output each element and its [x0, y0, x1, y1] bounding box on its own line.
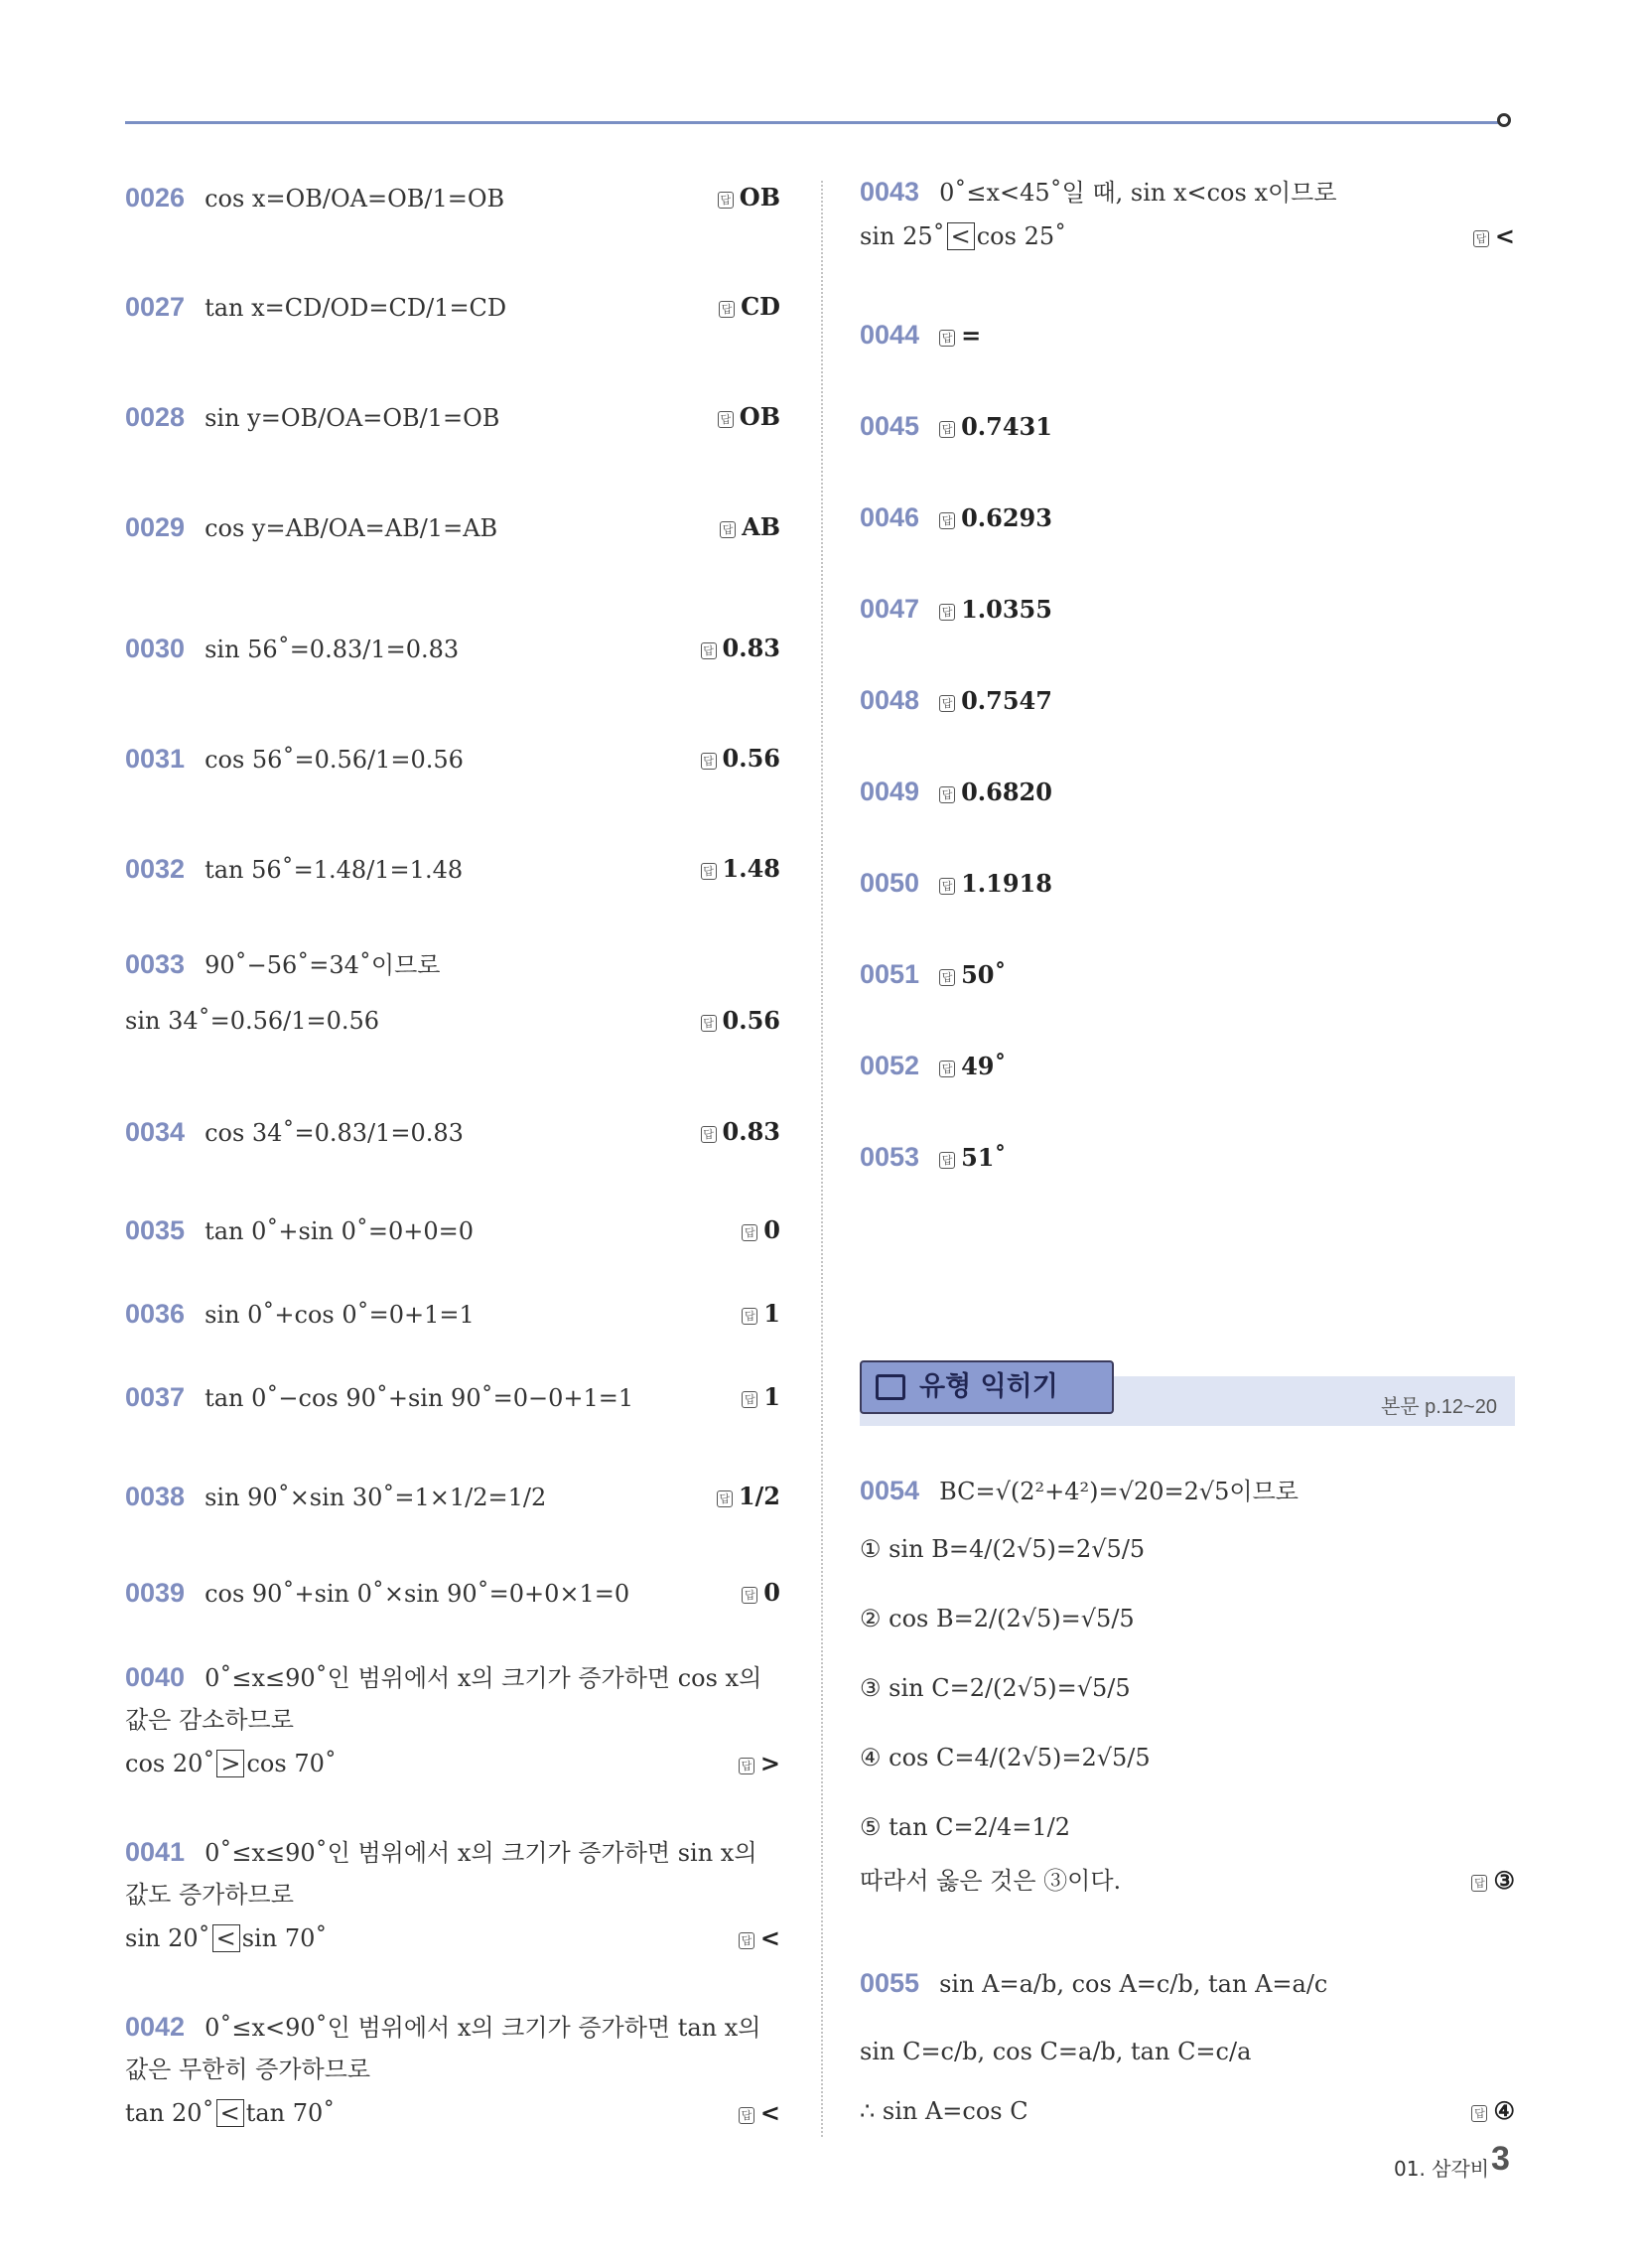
- answer-value: 0.83: [722, 1117, 780, 1146]
- answer: [720, 510, 780, 544]
- problem-first-line: [125, 947, 780, 982]
- answer-icon: 답: [939, 786, 955, 803]
- answer: [939, 869, 1052, 898]
- problem-line: [860, 219, 1515, 253]
- answer-icon: 답: [939, 330, 955, 347]
- problem-first-line: [125, 1380, 780, 1415]
- problem-0037: [125, 1380, 780, 1415]
- answer: [742, 1380, 780, 1414]
- compare-left: tan 20˚: [125, 2099, 214, 2127]
- answer-icon: 답: [739, 1758, 754, 1774]
- answer-value: 1: [763, 1299, 780, 1328]
- problem-body: sin 90˚×sin 30˚=1×1/2=1/2: [205, 1484, 547, 1511]
- answer-icon: 답: [939, 695, 955, 712]
- answer-value: ③: [1493, 1866, 1515, 1895]
- problem-line-text: sin 34˚=0.56/1=0.56: [125, 1007, 380, 1035]
- answer-icon: 답: [742, 1391, 757, 1408]
- answer-value: 0: [763, 1215, 780, 1244]
- answer: [739, 1747, 780, 1780]
- answer-icon: 답: [701, 753, 717, 770]
- problem-body: tan x=CD/OD=CD/1=CD: [205, 294, 507, 322]
- answer: [739, 1921, 780, 1955]
- answer-value: 0.56: [722, 744, 780, 773]
- answer: [1471, 1864, 1515, 1898]
- answer-icon: 답: [939, 604, 955, 621]
- answer: [939, 1143, 1006, 1172]
- problem-first-line: [125, 1835, 780, 1870]
- problem-first-line: [860, 1049, 1515, 1083]
- answer-icon: 답: [701, 1126, 717, 1143]
- answer: [1473, 219, 1515, 253]
- problem-0039: [125, 1576, 780, 1611]
- top-rule: [125, 121, 1507, 124]
- answer-value: =: [961, 321, 982, 350]
- conclusion-line: [860, 2094, 1515, 2128]
- problem-number: 0035: [125, 1215, 186, 1245]
- problem-number: 0048: [860, 685, 920, 715]
- answer-icon: 답: [939, 1152, 955, 1169]
- problem-0034: [125, 1115, 780, 1150]
- problem-body: 0˚≤x≤90˚인 범위에서 x의 크기가 증가하면 sin x의: [205, 1839, 757, 1867]
- problem-body: 0˚≤x<45˚일 때, sin x<cos x이므로: [939, 179, 1337, 207]
- problem-0052: [860, 1049, 1515, 1083]
- answer-icon: 답: [701, 642, 717, 659]
- problem-head: BC=√(2²+4²)=√20=2√5이므로: [939, 1478, 1299, 1505]
- problem-number: 0039: [125, 1578, 186, 1608]
- problem-body: cos x=OB/OA=OB/1=OB: [205, 185, 505, 213]
- problem-number: 0033: [125, 949, 186, 979]
- problem-0054: [860, 1474, 1515, 1898]
- conclusion-text: 따라서 옳은 것은 ③이다.: [860, 1867, 1122, 1895]
- answer: [701, 852, 780, 886]
- answer-value: <: [1494, 221, 1515, 250]
- problem-0029: [125, 510, 780, 545]
- compare-right: tan 70˚: [245, 2099, 336, 2127]
- problem-number: 0044: [860, 320, 920, 350]
- problem-body: tan 0˚+sin 0˚=0+0=0: [205, 1217, 474, 1245]
- problem-first-line: [860, 775, 1515, 809]
- answer: [939, 412, 1052, 441]
- column-divider: [821, 181, 823, 2137]
- answer-icon: 답: [720, 521, 736, 538]
- answer: [717, 1480, 780, 1513]
- answer-icon: 답: [939, 512, 955, 529]
- answer: [701, 1004, 780, 1038]
- answer: [742, 1297, 780, 1331]
- option-line: ⑤ tan C=2/4=1/2: [860, 1813, 1071, 1841]
- problem-0043: [860, 175, 1515, 253]
- problem-line: sin A=a/b, cos A=c/b, tan A=a/c: [939, 1970, 1328, 1998]
- problem-number: 0026: [125, 183, 186, 213]
- problem-0030: [125, 632, 780, 666]
- problem-number: 0043: [860, 177, 920, 207]
- answer: [718, 400, 780, 434]
- answer: [939, 503, 1052, 532]
- compare-left: sin 20˚: [125, 1924, 210, 1952]
- problem-number: 0054: [860, 1476, 920, 1505]
- problem-0051: [860, 957, 1515, 992]
- problem-0036: [125, 1297, 780, 1332]
- problem-line: [125, 1921, 780, 1955]
- problem-number: 0045: [860, 411, 920, 441]
- problem-first-line: [860, 866, 1515, 901]
- problem-body: cos 56˚=0.56/1=0.56: [205, 746, 464, 774]
- conclusion-text: ∴ sin A=cos C: [860, 2097, 1028, 2125]
- problem-first-line: [125, 852, 780, 887]
- problem-0031: [125, 742, 780, 777]
- compare-box: <: [212, 1924, 240, 1952]
- compare-right: cos 25˚: [976, 222, 1067, 250]
- answer-value: 0.7547: [961, 686, 1052, 715]
- problem-0035: [125, 1213, 780, 1248]
- answer-icon: 답: [742, 1587, 757, 1604]
- problem-first-line: [860, 175, 1515, 210]
- answer: [701, 742, 780, 776]
- answer: [742, 1213, 780, 1247]
- problem-first-line: [125, 1480, 780, 1514]
- footer-section-title: 01. 삼각비: [1394, 2157, 1490, 2181]
- problem-body: 0˚≤x≤90˚인 범위에서 x의 크기가 증가하면 cos x의: [205, 1664, 762, 1692]
- problem-line: 값은 무한히 증가하므로: [125, 2055, 371, 2083]
- problem-first-line: [125, 1660, 780, 1695]
- option-line: ④ cos C=4/(2√5)=2√5/5: [860, 1744, 1151, 1772]
- answer-icon: 답: [939, 969, 955, 986]
- problem-0053: [860, 1140, 1515, 1175]
- top-rule-dot: [1497, 113, 1511, 127]
- problem-number: 0034: [125, 1117, 186, 1147]
- answer: [718, 181, 780, 214]
- compare-right: cos 70˚: [246, 1750, 337, 1777]
- problem-first-line: [860, 318, 1515, 353]
- problem-number: 0031: [125, 744, 186, 774]
- answer-value: ④: [1493, 2096, 1515, 2125]
- answer-icon: 답: [939, 421, 955, 438]
- problem-number: 0036: [125, 1299, 186, 1329]
- problem-0027: [125, 290, 780, 325]
- problem-number: 0052: [860, 1051, 920, 1080]
- problem-0033: [125, 947, 780, 1038]
- answer-value: 0.6293: [961, 503, 1052, 532]
- problem-number: 0047: [860, 594, 920, 624]
- answer-icon: 답: [1473, 230, 1489, 247]
- answer-value: 50˚: [961, 960, 1007, 989]
- answer-value: 0.83: [722, 634, 780, 662]
- problem-first-line: [860, 409, 1515, 444]
- problem-0055: [860, 1966, 1515, 2128]
- problem-first-line: [860, 1140, 1515, 1175]
- problem-number: 0055: [860, 1968, 920, 1998]
- problem-0040: [125, 1660, 780, 1780]
- problem-0032: [125, 852, 780, 887]
- section-tag: [860, 1360, 1114, 1414]
- problem-line: [125, 1747, 780, 1780]
- answer-icon: 답: [701, 1015, 717, 1032]
- problem-0046: [860, 500, 1515, 535]
- problem-0048: [860, 683, 1515, 718]
- problem-body: 0˚≤x<90˚인 범위에서 x의 크기가 증가하면 tan x의: [205, 2014, 761, 2042]
- problem-body: sin y=OB/OA=OB/1=OB: [205, 404, 500, 432]
- problem-number: 0040: [125, 1662, 186, 1692]
- answer: [1471, 2094, 1515, 2128]
- problem-line: [125, 2096, 780, 2130]
- answer-icon: 답: [718, 411, 734, 428]
- problem-0041: [125, 1835, 780, 1955]
- problem-number: 0030: [125, 634, 186, 663]
- problem-body: cos 34˚=0.83/1=0.83: [205, 1119, 464, 1147]
- answer-icon: 답: [1471, 2105, 1487, 2122]
- problem-first-line: [125, 400, 780, 435]
- problem-0049: [860, 775, 1515, 809]
- problem-first-line: [860, 683, 1515, 718]
- section-tag-label: 유형 익히기: [919, 1371, 1058, 1402]
- answer: [719, 290, 780, 324]
- problem-first-line: [125, 1213, 780, 1248]
- problem-number: 0037: [125, 1382, 186, 1412]
- compare-box: >: [216, 1750, 244, 1777]
- problem-number: 0049: [860, 777, 920, 806]
- answer-value: 1.48: [722, 854, 780, 883]
- problem-0026: [125, 181, 780, 215]
- compare-box: <: [947, 222, 975, 250]
- problem-0028: [125, 400, 780, 435]
- answer-value: 1: [763, 1382, 780, 1411]
- answer-icon: 답: [717, 1490, 733, 1507]
- answer-icon: 답: [1471, 1875, 1487, 1892]
- problem-line: [125, 1004, 780, 1038]
- problem-body: sin 56˚=0.83/1=0.83: [205, 636, 460, 663]
- conclusion-line: [860, 1864, 1515, 1898]
- answer: [742, 1576, 780, 1610]
- problem-line: 값은 감소하므로: [125, 1706, 294, 1734]
- problem-0045: [860, 409, 1515, 444]
- problem-first-line: [125, 632, 780, 666]
- answer-value: 51˚: [961, 1143, 1007, 1172]
- compare-box: <: [216, 2099, 244, 2127]
- problem-number: 0029: [125, 512, 186, 542]
- problem-first-line: [125, 181, 780, 215]
- answer-value: 1.0355: [961, 595, 1052, 624]
- problem-number: 0032: [125, 854, 186, 884]
- problem-first-line: [125, 2010, 780, 2045]
- answer: [939, 960, 1006, 989]
- answer-value: 0.6820: [961, 778, 1052, 806]
- section-banner: [860, 1360, 1515, 1420]
- answer-value: CD: [741, 292, 780, 321]
- problem-first-line: [860, 592, 1515, 627]
- answer-value: <: [759, 1923, 780, 1952]
- problem-number: 0038: [125, 1482, 186, 1511]
- problem-first-line: [125, 1297, 780, 1332]
- compare-left: cos 20˚: [125, 1750, 215, 1777]
- problem-line: sin C=c/b, cos C=a/b, tan C=c/a: [860, 2038, 1252, 2065]
- answer-value: OB: [739, 183, 780, 212]
- answer-value: AB: [742, 512, 780, 541]
- compare-right: sin 70˚: [241, 1924, 328, 1952]
- answer-value: 0.7431: [961, 412, 1052, 441]
- problem-first-line: [860, 500, 1515, 535]
- problem-number: 0050: [860, 868, 920, 898]
- answer-icon: 답: [719, 301, 735, 318]
- answer: [701, 1115, 780, 1149]
- answer: [939, 686, 1052, 715]
- answer-icon: 답: [742, 1224, 757, 1241]
- problem-0047: [860, 592, 1515, 627]
- page-number: 3: [1491, 2140, 1510, 2178]
- problem-first-line: [125, 510, 780, 545]
- answer-value: <: [759, 2098, 780, 2127]
- answer-icon: 답: [939, 878, 955, 895]
- answer-icon: 답: [718, 192, 734, 209]
- answer-value: >: [759, 1749, 780, 1777]
- option-line: ③ sin C=2/(2√5)=√5/5: [860, 1674, 1131, 1702]
- problem-body: tan 56˚=1.48/1=1.48: [205, 856, 464, 884]
- problem-0038: [125, 1480, 780, 1514]
- option-line: ② cos B=2/(2√5)=√5/5: [860, 1605, 1135, 1632]
- problem-first-line: [125, 1576, 780, 1611]
- answer: [939, 321, 981, 350]
- answer: [939, 778, 1052, 806]
- answer-value: 49˚: [961, 1052, 1007, 1080]
- problem-first-line: [125, 290, 780, 325]
- problem-number: 0046: [860, 502, 920, 532]
- problem-body: cos 90˚+sin 0˚×sin 90˚=0+0×1=0: [205, 1580, 630, 1608]
- problem-0044: [860, 318, 1515, 353]
- problem-number: 0053: [860, 1142, 920, 1172]
- answer-icon: 답: [739, 1932, 754, 1949]
- problem-first-line: [860, 957, 1515, 992]
- problem-body: 90˚−56˚=34˚이므로: [205, 951, 441, 979]
- answer-icon: 답: [701, 863, 717, 880]
- problem-first-line: [125, 742, 780, 777]
- answer: [701, 632, 780, 665]
- answer-value: 1/2: [738, 1482, 780, 1510]
- answer: [939, 595, 1052, 624]
- picture-icon: [876, 1374, 905, 1400]
- problem-line: 값도 증가하므로: [125, 1881, 294, 1909]
- answer-value: OB: [739, 402, 780, 431]
- answer-icon: 답: [939, 1061, 955, 1077]
- answer: [939, 1052, 1006, 1080]
- problem-body: cos y=AB/OA=AB/1=AB: [205, 514, 498, 542]
- answer-value: 1.1918: [961, 869, 1052, 898]
- compare-left: sin 25˚: [860, 222, 945, 250]
- answer: [739, 2096, 780, 2130]
- problem-number: 0028: [125, 402, 186, 432]
- answer-icon: 답: [739, 2107, 754, 2124]
- option-line: ① sin B=4/(2√5)=2√5/5: [860, 1535, 1146, 1563]
- problem-0050: [860, 866, 1515, 901]
- problem-number: 0042: [125, 2012, 186, 2042]
- answer-value: 0: [763, 1578, 780, 1607]
- problem-0042: [125, 2010, 780, 2130]
- problem-number: 0027: [125, 292, 186, 322]
- problem-body: tan 0˚−cos 90˚+sin 90˚=0−0+1=1: [205, 1384, 634, 1412]
- answer-value: 0.56: [722, 1006, 780, 1035]
- problem-first-line: [125, 1115, 780, 1150]
- problem-number: 0051: [860, 959, 920, 989]
- problem-body: sin 0˚+cos 0˚=0+1=1: [205, 1301, 475, 1329]
- section-page-reference: 본문 p.12~20: [1380, 1396, 1497, 1418]
- problem-number: 0041: [125, 1837, 186, 1867]
- answer-icon: 답: [742, 1308, 757, 1325]
